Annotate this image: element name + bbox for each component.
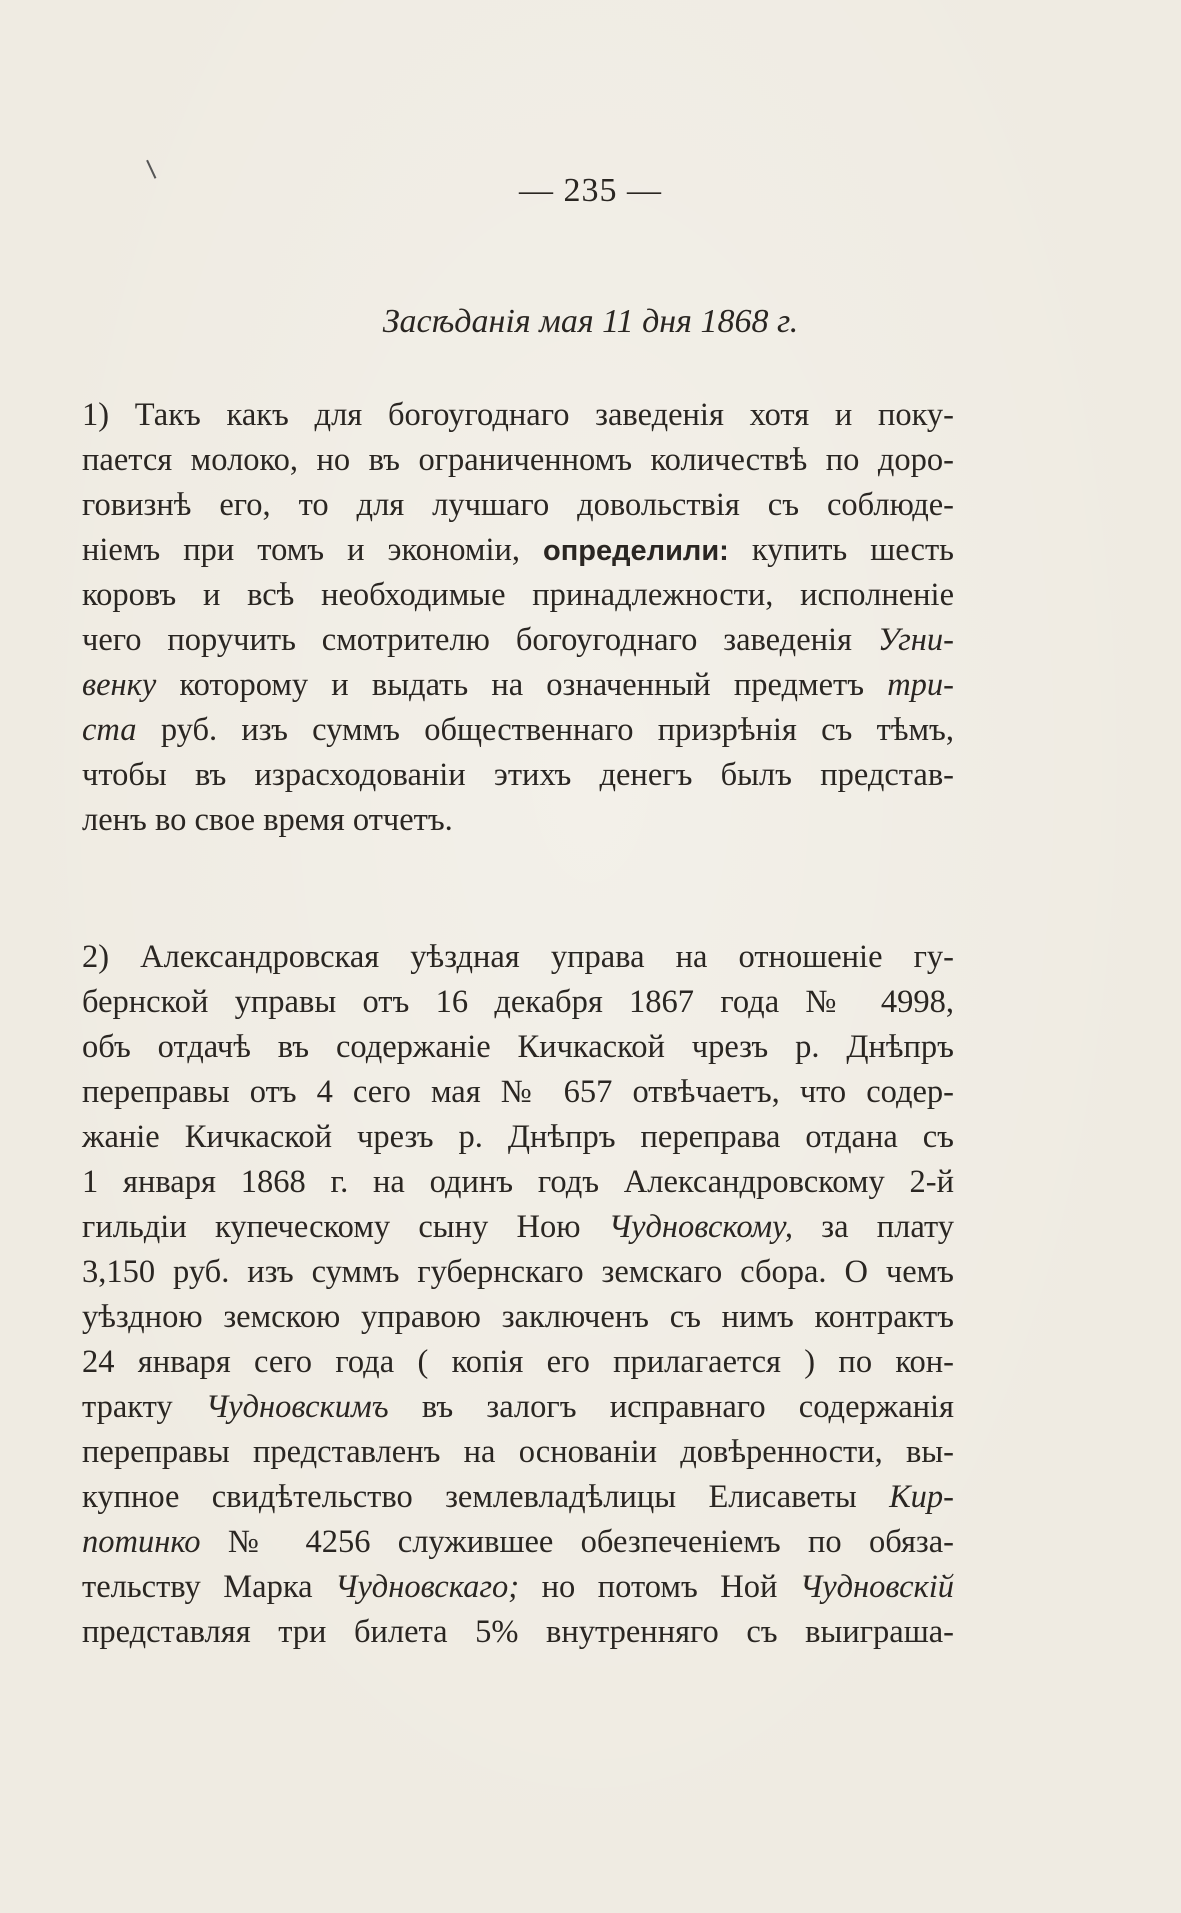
italic-name: Чудновскаго; [335,1569,520,1605]
text-line [82,1295,954,1340]
italic-name: венку [82,667,157,703]
text-line [82,1070,954,1115]
text-line [82,393,954,438]
italic-amount: три- [887,667,954,703]
text-run: которому и выдать на означенный предметъ [156,667,888,703]
italic-name: Чудновскому, [608,1209,794,1245]
text-line [82,753,954,798]
text-line [82,1385,954,1430]
italic-name: потинко [82,1524,201,1560]
italic-name: Чудновскій [799,1569,954,1605]
session-heading: Засѣданія мая 11 дня 1868 г. [382,303,799,340]
text-line [82,663,954,708]
text-run: за плату [793,1209,954,1245]
text-run: уѣздною земскою управою заключенъ съ нимъ контрактъ [82,1299,954,1335]
text-line [82,1205,954,1250]
text-run: № 4256 служившее обезпеченіемъ по обяза- [200,1524,954,1560]
text-run: руб. изъ суммъ общественнаго призрѣнія съ тѣмъ, [136,712,954,748]
text-run: гильдіи купеческому сыну Ною [82,1209,609,1245]
text-run: 2) Александровская уѣздная управа на отношеніе гу- [82,939,954,975]
text-run: жаніе Кичкаской чрезъ р. Днѣпръ переправа отдана съ [82,1119,954,1155]
italic-amount: ста [82,712,137,748]
text-line [82,1475,954,1520]
text-line [82,1160,954,1205]
text-line [82,1565,954,1610]
text-line [82,798,954,843]
text-run: пается молоко, но въ ограниченномъ количествѣ по доро- [82,442,954,478]
text-run: чтобы въ израсходованіи этихъ денегъ былъ представ- [82,757,954,793]
text-line [82,483,954,528]
paragraph-1 [82,393,954,843]
text-run: 24 января сего года ( копія его прилагается ) по кон- [82,1344,954,1380]
text-line [82,1610,954,1655]
text-line [82,708,954,753]
page-number: — 235 — [519,172,662,209]
text-run: чего поручить смотрителю богоугоднаго заведенія [82,622,878,658]
text-line [82,1025,954,1070]
italic-name: Чудновскимъ [205,1389,389,1425]
text-line [82,1520,954,1565]
text-line [82,1250,954,1295]
text-line [82,528,954,573]
text-line [82,1430,954,1475]
italic-name: Кир- [889,1479,954,1515]
text-run: купить шесть [728,532,954,568]
text-run: въ залогъ исправнаго содержанія [388,1389,954,1425]
text-line [82,1340,954,1385]
text-run: переправы отъ 4 сего мая № 657 отвѣчаетъ, что содер- [82,1074,954,1110]
paragraph-2 [82,935,954,1655]
text-line [82,935,954,980]
text-run: говизнѣ его, то для лучшаго довольствія съ соблюде- [82,487,954,523]
text-run: бернской управы отъ 16 декабря 1867 года № 4998, [82,984,954,1020]
text-run: 3,150 руб. изъ суммъ губернскаго земскаго сбора. О чемъ [82,1254,954,1290]
text-run: переправы представленъ на основаніи довѣренности, вы- [82,1434,954,1470]
italic-name: Угни- [877,622,954,658]
text-line [82,1115,954,1160]
text-run: ленъ во свое время отчетъ. [82,802,453,838]
text-run: но потомъ Ной [519,1569,800,1605]
text-run: купное свидѣтельство землевладѣлицы Елисаветы [82,1479,890,1515]
text-run: 1) Такъ какъ для богоугоднаго заведенія хотя и поку- [82,397,954,433]
text-line [82,618,954,663]
text-run: тельству Марка [82,1569,336,1605]
text-run: объ отдачѣ въ содержаніе Кичкаской чрезъ р. Днѣпръ [82,1029,954,1065]
text-run: коровъ и всѣ необходимые принадлежности, исполненіе [82,577,954,613]
bold-term: определили: [543,535,729,567]
text-run: тракту [82,1389,206,1425]
text-run: ніемъ при томъ и экономіи, [82,532,544,568]
text-run: представляя три билета 5% внутренняго съ выиграша- [82,1614,954,1650]
text-line [82,573,954,618]
text-line [82,980,954,1025]
text-line [82,438,954,483]
text-run: 1 января 1868 г. на одинъ годъ Александровскому 2-й [82,1164,954,1200]
